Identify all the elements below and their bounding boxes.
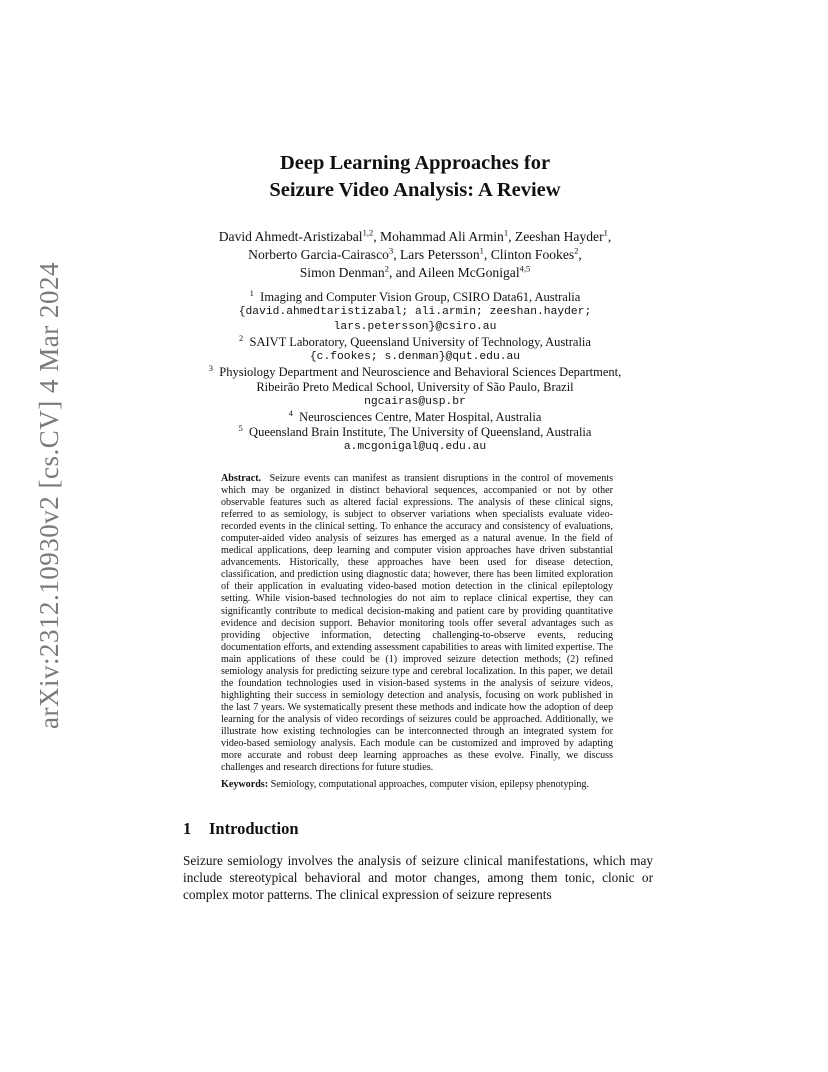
section-number: 1 bbox=[183, 819, 192, 838]
abstract bbox=[221, 473, 613, 791]
affiliation-mark: 2 bbox=[239, 332, 244, 343]
arxiv-identifier bbox=[26, 261, 72, 729]
affiliation-mark: 3 bbox=[208, 362, 214, 373]
abstract-heading: Abstract. bbox=[221, 473, 262, 484]
author-name: Zeeshan Hayder bbox=[514, 229, 604, 244]
author-separator: , bbox=[508, 229, 515, 244]
section-title: Introduction bbox=[209, 819, 299, 838]
author-name: Simon Denman bbox=[299, 265, 385, 280]
author-affil-mark: 4,5 bbox=[519, 263, 531, 274]
affiliation-3 bbox=[120, 362, 710, 380]
author-name: Mohammad Ali Armin bbox=[380, 229, 504, 244]
abstract-text: Seizure events can manifest as transient disruptions in the control of movements which may be organized in distinct behavioral sequences, accompanied or not by other observable features such as altered facial expressions. The analysis of these clinical signs, referred to as semiology, is subject to observer variations when specialists evaluate video-recorded events in the clinical setting. To enhance the accuracy and consistency of evaluations, computer-aided video analysis of seizures has emerged as a natural avenue. In the field of medical applications, deep learning and computer vision approaches have driven substantial advancements. Historically, these approaches have been used for disease detection, classification, and prediction using diagnostic data; however, there has been limited exploration of their application in evaluating video-based motion detection in the clinical epileptology setting. While vision-based technologies do not aim to replace clinical expertise, they can significantly contribute to medical decision-making and patient care by providing quantitative evidence and decision support. Behavior monitoring tools offer several advantages such as providing objective information, detecting challenging-to-observe events, reducing documentation efforts, and extending assessment capabilities to areas with limited expertise. The main applications of these could be (1) improved seizure detection methods; (2) refined semiology analysis for predicting seizure type and cerebral localization. In this paper, we detail the foundation technologies used in vision-based systems in the analysis of seizure videos, highlighting their success in semiology detection and analysis, focusing on work published in the last 7 years. We systematically present these methods and indicate how the adoption of deep learning for the analysis of video recordings of seizures could be approached. Additionally, we illustrate how existing technologies can be interconnected through an integrated system for video-based semiology analysis. Each module can be customized and improved by adapting more accurate and robust deep learning approaches as these evolve. Finally, we discuss challenges and research directions for future studies. bbox=[221, 473, 613, 774]
affiliation-email: {david.ahmedtaristizabal; ali.armin; zeeshan.hayder; bbox=[238, 306, 592, 318]
author-name: David Ahmedt-Aristizabal bbox=[218, 229, 363, 244]
author-affil-mark: 1 bbox=[603, 227, 608, 238]
affiliation-name: Imaging and Computer Vision Group, CSIRO Data61, Australia bbox=[260, 290, 581, 304]
affiliation-email: lars.petersson}@csiro.au bbox=[333, 321, 497, 333]
keywords bbox=[221, 779, 613, 791]
title-line-2: Seizure Video Analysis: A Review bbox=[269, 179, 561, 201]
affiliation-1 bbox=[120, 287, 710, 305]
section-heading bbox=[183, 819, 653, 839]
author-name: Norberto Garcia-Cairasco bbox=[248, 247, 389, 262]
affiliation-name: Queensland Brain Institute, The University of Queensland, Australia bbox=[249, 425, 592, 439]
keywords-label: Keywords: bbox=[221, 779, 269, 791]
author-separator: , bbox=[578, 247, 582, 262]
affiliation-name: SAIVT Laboratory, Queensland University of Technology, Australia bbox=[249, 335, 591, 349]
affiliation-5 bbox=[120, 422, 710, 440]
author-name: Aileen McGonigal bbox=[418, 265, 520, 280]
author-line bbox=[120, 264, 710, 282]
abstract-paragraph bbox=[221, 473, 613, 774]
paper-title bbox=[120, 150, 710, 204]
author-affil-mark: 1 bbox=[479, 245, 484, 256]
author-affil-mark: 2 bbox=[384, 263, 389, 274]
affiliation-4 bbox=[120, 407, 710, 425]
affiliation-2 bbox=[120, 332, 710, 350]
author-affil-mark: 1,2 bbox=[362, 227, 374, 238]
author-affil-mark: 3 bbox=[388, 245, 394, 256]
affiliation-mark: 1 bbox=[249, 287, 254, 298]
affiliation-email: ngcairas@usp.br bbox=[364, 396, 466, 408]
title-line-1: Deep Learning Approaches for bbox=[279, 152, 551, 174]
affiliation-mark: 4 bbox=[288, 407, 293, 418]
arxiv-identifier-text: arXiv:2312.10930v2 [cs.CV] 4 Mar 2024 bbox=[33, 261, 64, 729]
author-separator: , and bbox=[388, 265, 419, 280]
affiliation-name: Physiology Department and Neuroscience and Behavioral Sciences Department, bbox=[219, 365, 622, 379]
affiliation-name: Neurosciences Centre, Mater Hospital, Australia bbox=[299, 410, 542, 424]
author-separator: , bbox=[393, 247, 400, 262]
author-name: Clinton Fookes bbox=[490, 247, 575, 262]
affiliation-email: {c.fookes; s.denman}@qut.edu.au bbox=[309, 351, 521, 363]
author-separator: , bbox=[483, 247, 491, 262]
author-affil-mark: 2 bbox=[574, 245, 579, 256]
author-separator: , bbox=[373, 229, 380, 244]
author-name: Lars Petersson bbox=[399, 247, 480, 262]
keywords-text: Semiology, computational approaches, computer vision, epilepsy phenotyping. bbox=[270, 779, 589, 791]
author-line bbox=[120, 228, 710, 246]
body-paragraph: Seizure semiology involves the analysis of seizure clinical manifestations, which may include stereotypical behavioral and motor changes, among them tonic, clonic or complex motor patterns. The clinical expression of seizure represents bbox=[183, 853, 653, 902]
affiliation-list bbox=[120, 287, 710, 455]
introduction-body bbox=[183, 852, 653, 903]
author-affil-mark: 1 bbox=[503, 227, 509, 238]
affiliation-email: a.mcgonigal@uq.edu.au bbox=[343, 441, 487, 453]
author-list bbox=[120, 228, 710, 282]
affiliation-name-cont: Ribeirão Preto Medical School, University of São Paulo, Brazil bbox=[256, 380, 574, 394]
author-separator: , bbox=[607, 229, 612, 244]
author-line bbox=[120, 246, 710, 264]
affiliation-mark: 5 bbox=[238, 422, 243, 433]
